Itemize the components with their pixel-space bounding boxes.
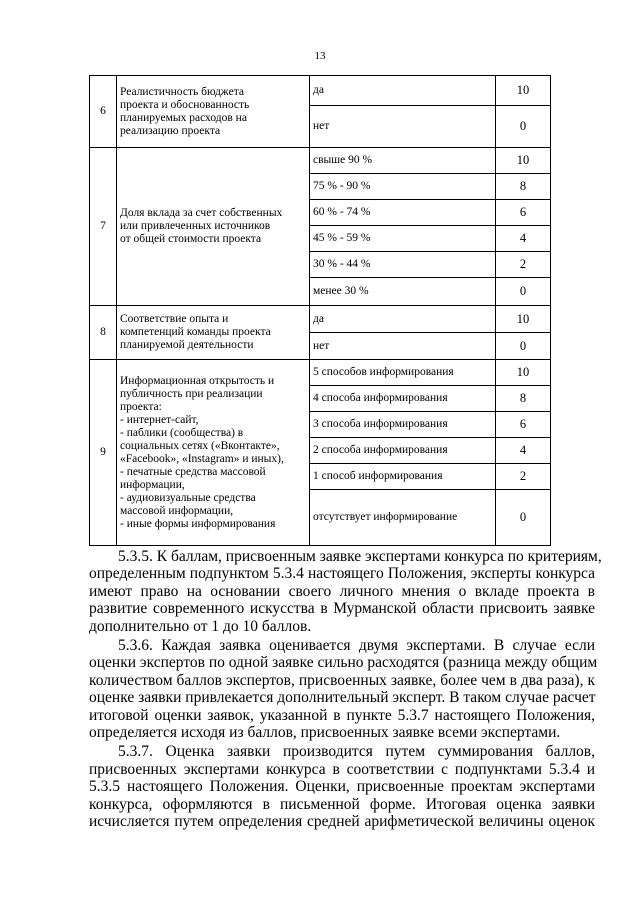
criterion-description: Доля вклада за счет собственных или привлеченных источников от общей стоимости проекта	[117, 148, 310, 306]
option-cell: 5 способов информирования	[310, 360, 496, 386]
criterion-number: 6	[90, 76, 117, 148]
option-cell: свыше 90 %	[310, 148, 496, 174]
paragraph-5-3-7: 5.3.7. Оценка заявки производится путем суммирования баллов, присвоенных экспертами конкурса в соответствии с подпунктами 5.3.4 и 5.3.5 настоящего Положения. Оценки, присвоенные проектам экспертами конкурса, оформляются в письменной форме. Итоговая оценка заявки исчисляется путем определения средней арифметической величины оценок	[89, 743, 595, 831]
evaluation-criteria-table	[89, 75, 551, 546]
score-cell: 0	[496, 278, 551, 306]
paragraph-5-3-5: 5.3.5. К баллам, присвоенным заявке экспертами конкурса по критериям, определенным подпунктом 5.3.4 настоящего Положения, эксперты конкурса имеют право на основании своего личного мнения о вкладе проекта в развитие современного искусства в Мурманской области присвоить заявке дополнительно от 1 до 10 баллов.	[89, 548, 602, 635]
score-cell: 8	[496, 174, 551, 200]
option-cell: 1 способ информирования	[310, 464, 496, 490]
score-cell: 2	[496, 464, 551, 490]
score-cell: 10	[496, 76, 551, 106]
score-cell: 6	[496, 200, 551, 226]
criterion-description: Информационная открытость и публичность при реализации проекта: - интернет-сайт, - паблики (сообщества) в социальных сетях («Вконтакте», «Facebook», «Instagram» и иных), - печатные средства массовой информации, - аудиовизуальные средства массовой информации, - иные формы информирования	[117, 360, 310, 546]
page-number: 13	[314, 50, 326, 62]
option-cell: 3 способа информирования	[310, 412, 496, 438]
score-cell: 4	[496, 438, 551, 464]
criterion-number: 7	[90, 148, 117, 306]
criterion-description: Соответствие опыта и компетенций команды проекта планируемой деятельности	[117, 306, 310, 360]
option-cell: 75 % - 90 %	[310, 174, 496, 200]
table-row	[90, 360, 551, 386]
score-cell: 6	[496, 412, 551, 438]
option-cell: отсутствует информирование	[310, 490, 496, 546]
option-cell: нет	[310, 333, 496, 360]
score-cell: 2	[496, 252, 551, 278]
score-cell: 0	[496, 106, 551, 148]
option-cell: 4 способа информирования	[310, 386, 496, 412]
table-row	[90, 76, 551, 106]
option-cell: 60 % - 74 %	[310, 200, 496, 226]
score-cell: 8	[496, 386, 551, 412]
option-cell: да	[310, 306, 496, 333]
option-cell: 45 % - 59 %	[310, 226, 496, 252]
option-cell: 30 % - 44 %	[310, 252, 496, 278]
criterion-number: 8	[90, 306, 117, 360]
score-cell: 0	[496, 333, 551, 360]
paragraph-5-3-6: 5.3.6. Каждая заявка оценивается двумя экспертами. В случае если оценки экспертов по одной заявке сильно расходятся (разница между общим количеством баллов экспертов, присвоенных заявке, более чем в два раза), к оценке заявки привлекается дополнительный эксперт. В таком случае расчет итоговой оценки заявок, указанной в пункте 5.3.7 настоящего Положения, определяется исходя из баллов, присвоенных заявке всеми экспертами.	[89, 637, 598, 742]
option-cell: менее 30 %	[310, 278, 496, 306]
table-row	[90, 306, 551, 333]
score-cell: 10	[496, 306, 551, 333]
option-cell: 2 способа информирования	[310, 438, 496, 464]
option-cell: да	[310, 76, 496, 106]
criterion-number: 9	[90, 360, 117, 546]
table-row	[90, 148, 551, 174]
score-cell: 4	[496, 226, 551, 252]
score-cell: 10	[496, 148, 551, 174]
option-cell: нет	[310, 106, 496, 148]
score-cell: 10	[496, 360, 551, 386]
body-text	[89, 548, 602, 831]
score-cell: 0	[496, 490, 551, 546]
criterion-description: Реалистичность бюджета проекта и обоснованность планируемых расходов на реализацию проекта	[117, 76, 310, 148]
